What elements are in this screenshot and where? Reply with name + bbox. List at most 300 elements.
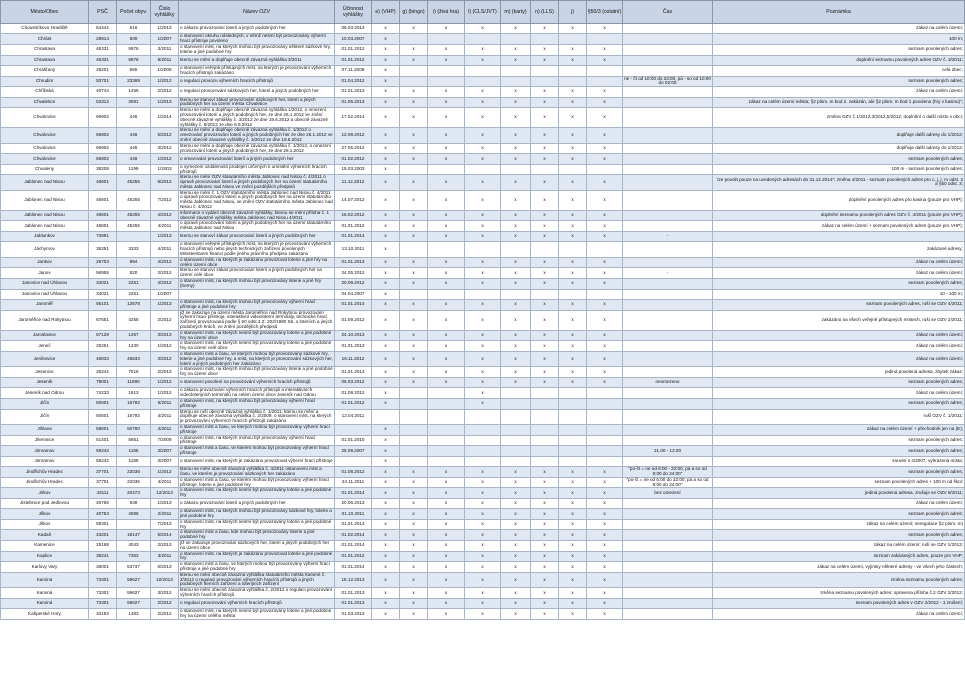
table-cell: x [400,108,428,128]
table-row [1,190,965,210]
table-cell: o stanovení míst, na kterých je zakázáno provozovat loterie a jiné podobné hry [179,551,335,562]
table-cell: x [587,609,623,620]
table-cell: seznam povolených adres; [713,279,965,290]
table-cell: Jihlava [1,424,89,435]
table-cell: x [531,221,559,232]
table-cell: 2/2013 [151,367,179,378]
table-cell: 14.07.2012 [335,190,372,210]
table-cell: 3/2012 [151,351,179,366]
table-cell: 655 [117,65,151,76]
table-cell: zákaz na celém území; [713,268,965,279]
table-cell: x [400,268,428,279]
table-cell: - [623,268,713,279]
table-cell: x [428,128,465,143]
table-cell: kterou se mění obecně závazná vyhláška č. 4/2011 ostanovení míst a času, ve kterém je provozování sázkových her zakázáno [179,467,335,478]
table-cell [428,76,465,87]
table-cell [623,87,713,97]
table-cell: 3/2007 [151,446,179,457]
table-cell: x [372,377,400,387]
table-cell: x [372,551,400,562]
table-cell: x [587,154,623,164]
table-cell: 100 m; [713,34,965,45]
table-cell: 1/2012 [151,467,179,478]
table-cell: x [400,530,428,541]
table-cell: 13.10.2011 [335,242,372,257]
table-cell: 1/2012 [151,76,179,87]
table-cell [623,424,713,435]
table-cell: 40744 [89,87,117,97]
table-cell: x [428,44,465,55]
table-cell: x [501,488,531,499]
table-cell: 50601 [89,398,117,409]
table-cell: bez omezení [623,488,713,499]
table-cell: x [501,268,531,279]
table-cell: x [559,477,587,488]
table-cell: 01.01.2014 [335,367,372,378]
table-cell [531,409,559,424]
table-cell: x [587,509,623,520]
table-cell: x [587,268,623,279]
table-cell: x [400,467,428,478]
table-cell [428,65,465,76]
table-cell: x [465,232,501,242]
table-row [1,257,965,268]
table-cell [623,367,713,378]
table-cell [531,65,559,76]
table-cell [623,388,713,399]
table-cell: 73301 [89,598,117,608]
table-cell: x [501,541,531,552]
table-cell [400,435,428,446]
table-cell: x [400,97,428,108]
table-cell: seznam povolených adres v OZV 2/2012 - 1 zrušení; [713,598,965,608]
table-cell: x [465,551,501,562]
table-cell: x [501,341,531,352]
table-row [1,609,965,620]
table-cell: x [465,190,501,210]
table-cell: 24.05.2012 [335,268,372,279]
table-cell: x [501,609,531,620]
table-cell: 34021 [89,289,117,299]
table-cell: 46601 [89,175,117,190]
table-cell: 45255 [117,175,151,190]
table-cell: x [400,509,428,520]
table-cell: o stanovení míst, na kterých nesmí být provozovány loterie a jiné podobné hry na území obce [179,330,335,341]
table-cell: 446 [117,128,151,143]
table-row [1,154,965,164]
table-cell [623,519,713,530]
table-cell [713,232,965,242]
table-cell: o regulaci provozování sázkových her, loterií a jiných podobných her [179,87,335,97]
table-cell [623,409,713,424]
table-cell: "po-čt = ne od 6:00 - 22:00, pá a so od 6:00 do 24:00" [623,467,713,478]
table-cell: x [400,24,428,34]
table-cell [400,65,428,76]
table-cell [623,330,713,341]
table-cell: o zákazu provozování loterií a jiných podobných her [179,24,335,34]
table-cell: již se zakazuje na území města Jaroměřice nad Rokytnou provozování výherní hrací přístroje, interaktivní videoloterní terminály, technické hrací zařízení provozovaná podle § 50 odst.3 Z. 202/1990 Sb. o loteriích a jiných podobných hrách, ve znění pozdějších předpisů [179,310,335,330]
table-cell: x [400,210,428,221]
table-cell: x [400,488,428,499]
table-cell: x [372,210,400,221]
table-cell: 638 [117,498,151,508]
table-cell: Jistebnice pod Jedlovou [1,498,89,508]
table-cell: Jirkov [1,488,89,499]
table-cell: 74233 [89,388,117,399]
table-cell [465,424,501,435]
table-cell: seznam povolených adres; [713,76,965,87]
table-cell: o stanovení míst a času, ve kterých mohou být provozovány výherní hrací přístroje a jiné podobné hry [179,562,335,573]
table-cell: 25261 [89,341,117,352]
table-cell [559,424,587,435]
table-cell: x [531,24,559,34]
table-cell: 3/2013 [151,330,179,341]
table-cell: Chrást [1,34,89,45]
table-cell: x [465,97,501,108]
table-cell: x [501,175,531,190]
table-cell: 45255 [117,210,151,221]
table-cell: x [428,55,465,65]
table-cell [623,190,713,210]
table-cell: x [372,76,400,87]
column-header: g) (bingo) [400,1,428,24]
table-cell: x [501,97,531,108]
table-row [1,300,965,311]
table-cell: Jankov [1,257,89,268]
table-cell: x [501,310,531,330]
table-cell: seznam povolených adres; [713,509,965,520]
table-cell: zákaz na celém území + přechodník jen na (E); [713,424,965,435]
table-cell: 2/2012 [151,598,179,608]
table-cell: 46833 [89,351,117,366]
table-cell: x [587,488,623,499]
table-cell: o úpravě provozování loterií a jiných podobných her na území statutárního města Jablonec nad Nisou [179,221,335,232]
table-cell: 7516 [117,367,151,378]
table-cell [623,257,713,268]
table-cell: x [465,268,501,279]
table-cell: x [531,300,559,311]
table-cell: x [501,562,531,573]
table-cell [623,55,713,65]
table-cell: x [400,55,428,65]
table-cell: 3/2012 [151,588,179,599]
table-cell: x [559,257,587,268]
table-cell: x [465,175,501,190]
table-cell: x [372,87,400,97]
table-cell: x [559,175,587,190]
table-cell: kterou se mění obecně závazná vyhláška statutárního města Karviné č. 2/2012 o regulaci provozování výherních hracích přístrojů a jiných podobných herních zařízení a loterijních zařízení [179,572,335,587]
table-cell: Janov [1,268,89,279]
table-cell: x [465,108,501,128]
table-cell: 3/2012 [151,143,179,154]
table-cell: x [531,341,559,352]
table-cell: doplňuje další adresy do 1/2012; [713,143,965,154]
table-cell: x [587,143,623,154]
table-cell: 01.01.2012 [335,221,372,232]
table-cell: 01.01.2014 [335,519,372,530]
table-row [1,289,965,299]
table-cell: 616 [117,24,151,34]
table-cell [623,609,713,620]
table-row [1,351,965,366]
table-cell: Jaroměřice nad Rokytnou [1,310,89,330]
table-cell [587,409,623,424]
table-cell: x [501,367,531,378]
table-cell [587,456,623,466]
table-cell: 01.01.2014 [335,562,372,573]
table-cell: x [531,467,559,478]
table-cell: 24.10.2013 [335,330,372,341]
table-cell: x [428,300,465,311]
table-cell: 24.11.2011 [335,477,372,488]
table-cell: 45255 [117,221,151,232]
table-cell: x [400,128,428,143]
table-cell: x [428,143,465,154]
table-cell: x [559,509,587,520]
table-cell [428,164,465,175]
table-cell: 43201 [89,530,117,541]
table-cell: Jesenice [1,367,89,378]
table-cell: 7362 [117,551,151,562]
table-cell [623,456,713,466]
table-cell: 67551 [89,310,117,330]
table-row [1,435,965,446]
table-cell: x [400,367,428,378]
table-cell [531,424,559,435]
table-cell: x [559,210,587,221]
table-cell: x [372,519,400,530]
table-cell: 40756 [89,498,117,508]
table-cell: x [400,143,428,154]
table-cell: zákaz na celém území; [713,351,965,366]
table-cell [623,24,713,34]
table-cell: Chvalovice [1,143,89,154]
table-cell: 36001 [89,562,117,573]
table-row [1,164,965,175]
table-cell: 58301 [89,519,117,530]
table-cell [623,435,713,446]
table-cell: x [559,530,587,541]
table-cell: 46331 [89,44,117,55]
table-cell: x [465,572,501,587]
column-header: PSČ [89,1,117,24]
table-cell [623,562,713,573]
table-cell: Janovice nad Úhlavou [1,279,89,290]
table-cell: x [372,190,400,210]
table-cell: Jablonec nad Nisou [1,175,89,190]
table-cell: x [559,97,587,108]
table-cell: x [400,541,428,552]
table-cell: 8/2012 [151,175,179,190]
table-cell: x [559,154,587,164]
table-cell: x [559,377,587,387]
table-cell: x [372,175,400,190]
table-cell: zákaz na celém území; [713,609,965,620]
table-cell: x [587,341,623,352]
table-cell [623,108,713,128]
table-cell: Karlovy Vary [1,562,89,573]
table-cell: 18.12.2013 [335,572,372,587]
table-cell: Jaroměř [1,300,89,311]
table-cell: kterou se ruší obecně závazná vyhláška č. 1/2011, kterou se mění a doplňuje obecně závazná vyhláška č. 2/2009, o stanovení míst, na kterých je provozování výherních hracích přístrojů zakázáno [179,409,335,424]
table-row [1,242,965,257]
table-cell [559,76,587,87]
table-cell: Jílkov [1,509,89,520]
table-cell: 1/2013 [151,300,179,311]
table-cell: o stanovení míst, na kterých mohou být provozovány výherní hrací přístroje [179,435,335,446]
table-cell: x [531,562,559,573]
table-cell: x [465,300,501,311]
table-cell: x [428,190,465,210]
table-row [1,377,965,387]
table-cell [623,530,713,541]
column-header: Počet obyv. [117,1,151,24]
table-cell: 1/2012 [151,341,179,352]
table-cell: 01.01.2014 [335,541,372,552]
table-cell: x [587,97,623,108]
table-cell [623,551,713,562]
table-cell: x [372,128,400,143]
table-cell: 5976 [117,44,151,55]
table-cell: o stanovení míst a času, ve kterých mohou být provozovány výherní hrací přístroje [179,424,335,435]
table-cell: x [400,519,428,530]
table-cell: x [501,377,531,387]
table-cell: 56955 [89,268,117,279]
table-cell: Kadaň [1,530,89,541]
column-header: j) [559,1,587,24]
table-cell: 01.01.2013 [335,598,372,608]
table-cell [623,175,713,190]
table-cell [623,97,713,108]
table-cell: Kašperské Hory [1,609,89,620]
table-cell [428,388,465,399]
table-cell [501,34,531,45]
table-cell: x [531,268,559,279]
table-cell: x [587,87,623,97]
table-cell: zákaz na celém území; ruší se OZV 1/2013; [713,541,965,552]
table-cell: Jičín [1,409,89,424]
table-cell: 820 [117,268,151,279]
table-cell: 73301 [89,588,117,599]
table-cell: x [465,221,501,232]
table-cell [623,143,713,154]
table-cell: celá obec; [713,65,965,76]
table-cell: zákaz na celém území, vyjímky některé adresy - ve všech jeho částech; [713,562,965,573]
table-cell: x [531,190,559,210]
table-cell: x [372,530,400,541]
table-cell: x [587,175,623,190]
table-cell: 100 m - seznam povolených adres; [713,164,965,175]
table-cell: 46601 [89,221,117,232]
table-cell: x [531,232,559,242]
table-row [1,128,965,143]
table-cell: 1483 [117,609,151,620]
table-cell: 4043 [117,541,151,552]
table-cell [501,164,531,175]
table-cell: x [372,300,400,311]
table-cell: x [587,300,623,311]
table-cell [465,164,501,175]
table-cell: Jílemnice [1,435,89,446]
table-cell: x [587,351,623,366]
table-cell: 22036 [117,467,151,478]
table-cell: x [465,498,501,508]
table-cell: x [559,24,587,34]
table-row [1,341,965,352]
table-cell: x [400,477,428,488]
table-cell: x [587,377,623,387]
table-cell: 6/2011 [151,398,179,409]
table-cell [400,424,428,435]
column-header: §50/3 (ostatní) [587,1,623,24]
table-cell: x [501,221,531,232]
table-cell: - [623,232,713,242]
table-cell: o stanovení míst, na kterých mohou být provozovány výherní hrací přístroje a jiné podobné hry [179,300,335,311]
table-cell: 1/2003 [151,164,179,175]
table-row [1,541,965,552]
table-cell [559,446,587,457]
table-cell: Chrastava [1,44,89,55]
table-row [1,175,965,190]
table-cell: 20.09.2012 [335,279,372,290]
table-cell: informace o vydání obecně závazné vyhlášky, kterou se mění příloha č. 1 obecně závazné vyhlášky města Jablonec nad Nisou 4/2011 [179,210,335,221]
table-cell: x [372,541,400,552]
table-cell: x [559,128,587,143]
table-cell: 73991 [89,232,117,242]
table-cell: x [465,341,501,352]
table-cell: x [428,257,465,268]
table-cell: o stanovení veřejně přístupných míst, na kterých je provozování výherních hracích přístrojů zakázáno [179,65,335,76]
table-cell: x [400,310,428,330]
table-cell: 01.10.2011 [335,509,372,520]
table-cell [559,242,587,257]
table-cell: x [559,108,587,128]
table-cell: x [372,488,400,499]
table-cell: Jablonec nad Nisou [1,221,89,232]
table-cell: x [501,257,531,268]
table-cell: ne - čt od 10:00 do 24:00, pá - so od 10:00 do 02:00 [624,75,711,86]
table-cell: x [465,330,501,341]
table-cell: 01.01.2014 [335,488,372,499]
table-cell: x [372,572,400,587]
table-cell: x [559,541,587,552]
table-cell: x [465,519,501,530]
table-row [1,588,965,599]
table-row [1,210,965,221]
table-cell: Kamenice [1,541,89,552]
table-cell: Chrášťany [1,65,89,76]
table-cell: seznam povolených adres; [713,530,965,541]
table-row [1,388,965,399]
table-cell: o stanovení míst, na kterých nesmí být provozovány loterie a jiné podobné hry na území celé obce [179,341,335,352]
table-cell: x [531,488,559,499]
table-cell: Chrudim [1,76,89,87]
table-cell: x [465,467,501,478]
table-cell: x [372,367,400,378]
table-cell: kterou se mění č. 1 OZV statutárního města Jablonec nad Nisou č. 4/2011 o úpravě provozování loterií a jiných podobných her na území statutárního města Jablonec nad Nisou, ve znění OZV statutárního města Jablonec nad Nisou č. 4/2012 [180,189,333,210]
table-cell [501,242,531,257]
table-cell: x [501,519,531,530]
table-cell: kterou se stanoví zákaz provozování sázkových her, loterií a jiných podobných her na území města Chvaletice [179,97,335,108]
table-cell: seznam povolených adres; [713,398,965,409]
table-cell: 01.01.2014 [335,300,372,311]
table-cell: x [372,424,400,435]
table-cell: 01.01.2012 [335,55,372,65]
table-cell: o stanovení míst, na kterých mohou být provozovány loterie a jiné hry (herny) [179,279,335,290]
table-cell: x [531,310,559,330]
table-cell: x [587,190,623,210]
table-cell: 8/2011 [151,55,179,65]
